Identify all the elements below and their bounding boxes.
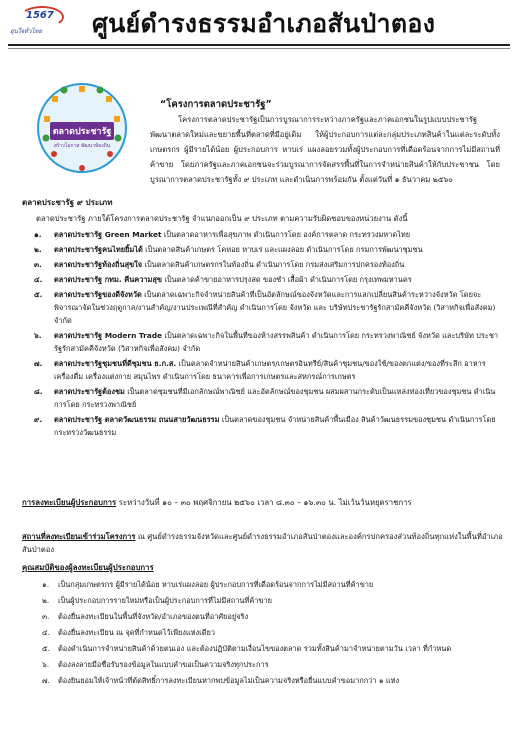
list-item [28, 228, 506, 241]
registration-period [22, 497, 508, 509]
list-item [28, 413, 506, 439]
item-text: เป็นผู้ประกอบการรายใหม่หรือเป็นผู้ประกอบการที่ไม่มีสถานที่ค้าขาย [58, 596, 272, 605]
list-item [40, 577, 506, 593]
item-number: ๖. [42, 660, 50, 669]
list-item [40, 593, 506, 609]
item-name: ตลาดประชารัฐต้องชม [54, 387, 125, 396]
item-number: ๑. [42, 580, 50, 589]
item-number: ๙. [34, 415, 43, 424]
item-text: ต้องดำเนินการจำหน่ายสินค้าด้วยตนเอง และต้องปฏิบัติตามเงื่อนไขของตลาด รวมทั้งสินค้ามาจำหน่ายตามวัน เวลา ที่กำหนด [58, 644, 452, 653]
list-item [28, 288, 506, 327]
item-description: เป็นตลาดอาหารเพื่อสุขภาพ ดำเนินการโดย องค์การตลาด กระทรวงมหาดไทย [161, 230, 411, 239]
item-number: ๓. [34, 260, 42, 269]
page-header [0, 0, 518, 44]
item-number: ๗. [42, 676, 50, 685]
item-number: ๒. [42, 596, 50, 605]
item-name: ตลาดประชารัฐชุมชนที่ดีชุมชน ธ.ก.ส. [54, 359, 177, 368]
list-item [40, 641, 506, 657]
intro-paragraph: โครงการตลาดประชารัฐเป็นการบูรณาการระหว่างภาครัฐและภาคเอกชนในรูปแบบประชารัฐ พัฒนาตลาดใหม่และขยายพื้นที่ตลาดที่มีอยู่เดิม ให้ผู้ประกอบการแต่ละกลุ่มประเภทสินค้าในแต่ละระดับทั้งเกษตรกร ผู้มีรายได้น้อย ผู้ประกอบการ หาบเร่ แผงลอยรวมทั้งผู้ประกอบการที่เดือดร้อนจากการไม่มีสถานที่ค้าขาย โดยภาครัฐและภาคเอกชนจะร่วมบูรณาการจัดสรรพื้นที่ในการจำหน่ายสินค้าให้กับประชาชน โดยบูรณาการตลาดประชารัฐทั้ง ๙ ประเภท และดำเนินการพร้อมกัน ตั้งแต่วันที่ ๑ ธันวาคม ๒๕๖๐ [150, 115, 500, 184]
list-item [28, 258, 506, 271]
header-divider-thin [8, 48, 510, 49]
place-text: ณ ศูนย์ดำรงธรรมจังหวัดและศูนย์ดำรงธรรมอำเภอสันป่าตองและองค์กรปกครองส่วนท้องถิ่นทุกแห่งในพื้นที่อำเภอสันป่าตอง [22, 532, 503, 554]
item-number: ๒. [34, 245, 42, 254]
list-item [40, 673, 506, 689]
logo-number: 1567 [26, 10, 54, 21]
list-item [28, 357, 506, 383]
list-item [28, 385, 506, 411]
item-text: เป็นกลุ่มเกษตรกร ผู้มีรายได้น้อย หาบเร่แผงลอย ผู้ประกอบการที่เดือดร้อนจากการไม่มีสถานที่ค้าขาย [58, 580, 374, 589]
item-number: ๘. [34, 387, 43, 396]
list-item [28, 329, 506, 355]
item-number: ๑. [34, 230, 42, 239]
qualifications-heading: คุณสมบัติของผู้ลงทะเบียนผู้ประกอบการ [22, 563, 154, 572]
badge-main-text: ตลาดประชารัฐ [52, 127, 112, 137]
item-number: ๔. [34, 275, 43, 284]
item-text: ต้องยื่นลงทะเบียน ณ จุดที่กำหนดไว้เพียงแห่งเดียว [58, 628, 215, 637]
list-item [40, 609, 506, 625]
list-item [28, 243, 506, 256]
item-text: ต้องยื่นลงทะเบียนในพื้นที่จังหวัด/อำเภอของตนที่อาศัยอยู่จริง [58, 612, 249, 621]
list-item [40, 657, 506, 673]
registration-place [22, 530, 508, 556]
item-number: ๗. [34, 359, 43, 368]
item-text: ต้องลงลายมือชื่อรับรองข้อมูลในแบบคำขอเป็นความจริงทุกประการ [58, 660, 269, 669]
item-description: เป็นตลาดจำหน่ายสินค้าเกษตร/เกษตรอินทรีย์/สินค้าชุมชน/ของใช้/ของตกแต่ง/ของที่ระลึก อาหาร เครื่องดื่ม เครื่องแต่งกาย สมุนไพร ดำเนินการโดย ธนาคารเพื่อการเกษตรและสหกรณ์การเกษตร [54, 359, 486, 381]
item-description: เป็นตลาดค้าขายอาหารปรุงสด ของชำ เสื้อผ้า ดำเนินการโดย กรุงเทพมหานคร [161, 275, 412, 284]
market-types-list [28, 228, 506, 441]
list-item [28, 273, 506, 286]
types-heading: ตลาดประชารัฐ ๙ ประเภท [22, 198, 113, 207]
item-name: ตลาดประชารัฐท้องถิ่นสุขใจ [54, 260, 143, 269]
intro-title: “โครงการตลาดประชารัฐ” [160, 99, 272, 110]
item-number: ๔. [42, 628, 50, 637]
header-divider [8, 44, 510, 46]
item-description: เป็นตลาดเฉพาะกิจในพื้นที่ของห้างสรรพสินค้า ดำเนินการโดย กระทรวงพาณิชย์ จังหวัด และบริษัท ประชารัฐรักสามัคคีจังหวัด (วิสาหกิจเพื่อสังคม) จำกัด [54, 331, 498, 353]
list-item [40, 625, 506, 641]
item-description: เป็นตลาดสินค้าเกษตรกรในท้องถิ่น ดำเนินการโดย กรมส่งเสริมการปกครองท้องถิ่น [142, 260, 405, 269]
item-name: ตลาดประชารัฐ กทม. คืนความสุข [54, 275, 162, 284]
registration-label: การลงทะเบียนผู้ประกอบการ [22, 498, 117, 507]
item-number: ๕. [34, 290, 43, 299]
item-name: ตลาดประชารัฐ Green Market [54, 230, 162, 239]
item-name: ตลาดประชารัฐคนไทยยิ้มได้ [54, 245, 143, 254]
item-name: ตลาดประชารัฐ ตลาดวัฒนธรรม ถนนสายวัฒนธรรม [54, 415, 220, 424]
item-number: ๓. [42, 612, 50, 621]
item-description: เป็นตลาดสินค้าเกษตร โคหอย หาบเร่ และแผงลอย ดำเนินการโดย กรมการพัฒนาชุมชน [142, 245, 423, 254]
item-description: เป็นตลาดเฉพาะกิจจำหน่ายสินค้าที่เป็นอัตลักษณ์ของจังหวัดและการแลกเปลี่ยนสินค้าระหว่างจังหวัด โดยจะพิจารณาจัดในช่วงฤดูกาล/งานสำคัญ/งานประเพณีที่สำคัญ ดำเนินการโดย จังหวัด และ บริษัทประชารัฐรักสามัคคีจังหวัด (วิสาหกิจเพื่อสังคม) จำกัด [54, 290, 496, 325]
badge-sub-text: สร้างโอกาส พัฒนาท้องถิ่น [53, 143, 111, 149]
registration-text: ระหว่างวันที่ ๑๐ – ๓๐ พฤศจิกายน ๒๕๖๐ เวลา ๘.๓๐ – ๑๖.๓๐ น. ไม่เว้นวันหยุดราชการ [116, 498, 412, 507]
item-number: ๖. [34, 331, 42, 340]
place-label: สถานที่ลงทะเบียนเข้าร่วมโครงการ [22, 532, 136, 541]
item-name: ตลาดประชารัฐของดีจังหวัด [54, 290, 142, 299]
item-name: ตลาดประชารัฐ Modern Trade [54, 331, 163, 340]
logo-tagline: อุ่นใจทั่วไทย [10, 28, 42, 35]
item-number: ๕. [42, 644, 50, 653]
item-text: ต้องยินยอมให้เจ้าหน้าที่ตัดสิทธิ์การลงทะเบียนหากพบข้อมูลไม่เป็นความจริงหรือยื่นแบบคำขอมากกว่า ๑ แห่ง [58, 676, 400, 685]
item-description: เป็นตลาดชุมชนที่มีเอกลักษณ์พาณิชย์ และอัตลักษณ์ของชุมชน ผสมผสานกระตับเป็นแหล่งท่องเที่ยวของชุมชน ดำเนินการโดย กระทรวงพาณิชย์ [54, 387, 496, 409]
types-lead: ตลาดประชารัฐ ภายใต้โครงการตลาดประชารัฐ จำแนกออกเป็น ๙ ประเภท ตามความรับผิดชอบของหน่วยงาน ดังนี้ [36, 214, 408, 223]
item-description: เป็นตลาดของชุมชน จำหน่ายสินค้าพื้นเมือง สินค้าวัฒนธรรมของชุมชน ดำเนินการโดย กระทรวงวัฒนธรรม [54, 415, 496, 437]
damrongdham-logo [6, 4, 66, 40]
page-title: ศูนย์ดำรงธรรมอำเภอสันป่าตอง [92, 9, 436, 38]
qualifications-list [40, 577, 506, 689]
